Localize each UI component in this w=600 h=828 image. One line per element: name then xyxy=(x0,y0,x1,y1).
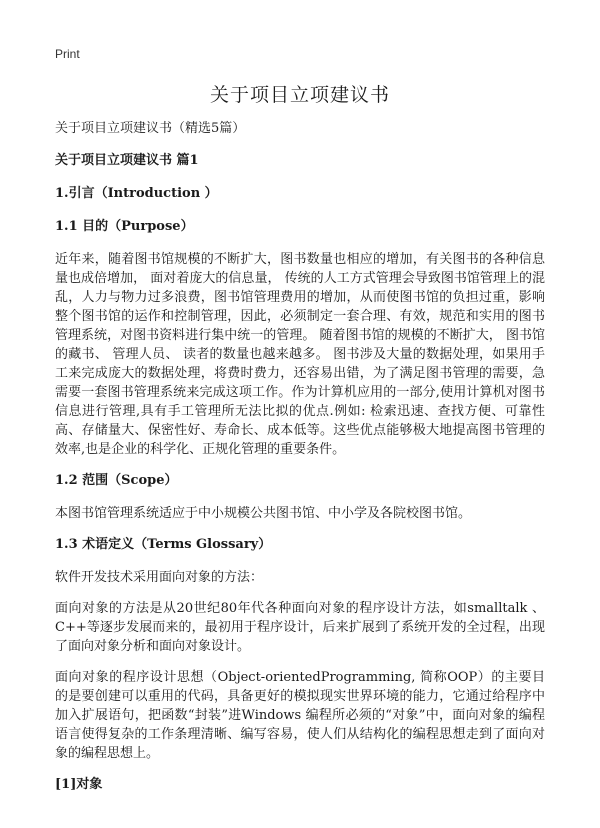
section-heading-scope: 1.2 范围（Scope） xyxy=(55,473,178,488)
section-heading-terms: 1.3 术语定义（Terms Glossary） xyxy=(55,537,272,552)
section-heading-object: [1]对象 xyxy=(55,777,103,792)
section-heading-purpose: 1.1 目的（Purpose） xyxy=(55,219,194,234)
paragraph-oo-method: 面向对象的方法是从20世纪80年代各种面向对象的程序设计方法，如smalltalk 、C++等逐步发展而来的，最初用于程序设计，后来扩展到了系统开发的全过程，出现了面向对象分析和面向对象设计。 xyxy=(55,601,545,654)
section-heading-intro: 1.引言（Introduction ） xyxy=(55,186,218,201)
paragraph-terms-intro: 软件开发技术采用面向对象的方法： xyxy=(55,570,264,585)
paragraph-purpose: 近年来，随着图书馆规模的不断扩大，图书数量也相应的增加，有关图书的各种信息量也成倍增加， 面对着庞大的信息量， 传统的人工方式管理会导致图书馆管理上的混乱，人力与物力过多浪费，图书馆管理费用的增加，从而使图书馆的负担过重，影响整个图书馆的运作和控制管理，因此，必须制定一套合理、有效，规范和实用的图书管理系统，对图书资料进行集中统一的管理。 随着图书馆的规模的不断扩大， 图书馆的藏书、 管理人员、 读者的数量也越来越多。 图书涉及大量的数据处理，如果用手工来完成庞大的数据处理，将费时费力，还容易出错，为了满足图书管理的需要，急需要一套图书管理系统来完成这项工作。作为计算机应用的一部分,使用计算机对图书信息进行管理,具有手工管理所无法比拟的优点.例如: 检索迅速、查找方便、可靠性高、存储量大、保密性好、寿命长、成本低等。这些优点能够极大地提高图书管理的效率,也是企业的科学化、正规化管理的重要条件。 xyxy=(55,252,545,457)
document-subtitle: 关于项目立项建议书（精选5篇） xyxy=(55,121,246,136)
paragraph-scope: 本图书馆管理系统适应于中小规模公共图书馆、中小学及各院校图书馆。 xyxy=(55,506,472,521)
print-label: Print xyxy=(55,47,80,61)
paragraph-oop: 面向对象的程序设计思想（Object-orientedProgramming, 简称OOP）的主要目的是要创建可以重用的代码，具备更好的模拟现实世界环境的能力，它通过给程序中加入扩展语句，把函数“封装”进Windows 编程所必须的“对象”中，面向对象的编程语言使得复杂的工作条理清晰、编写容易，使人们从结构化的编程思想走到了面向对象的编程思想上。 xyxy=(55,670,545,761)
document-title: 关于项目立项建议书 xyxy=(209,84,390,106)
document-body xyxy=(55,119,545,794)
article-heading: 关于项目立项建议书 篇1 xyxy=(55,153,199,168)
